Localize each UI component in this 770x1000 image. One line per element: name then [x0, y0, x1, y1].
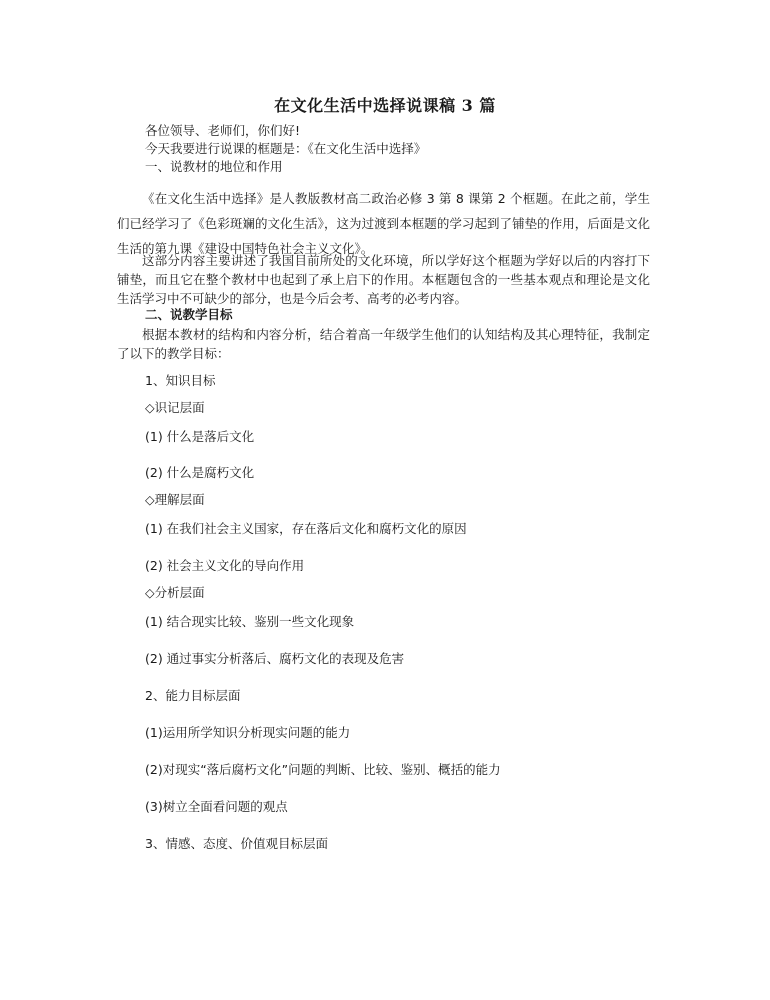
- paragraph-3: 根据本教材的结构和内容分析，结合着高一年级学生他们的认知结构及其心理特征，我制定了以下的教学目标：: [117, 327, 650, 361]
- analyze-item-1: (1) 结合现实比较、鉴别一些文化现象: [145, 614, 355, 629]
- recall-item-1: (1) 什么是落后文化: [145, 429, 255, 444]
- ability-item-2: (2)对现实“落后腐朽文化”问题的判断、比较、鉴别、概括的能力: [145, 762, 501, 777]
- paragraph-2: 这部分内容主要讲述了我国目前所处的文化环境，所以学好这个框题为学好以后的内容打下铺垫，而且它在整个教材中也起到了承上启下的作用。本框题包含的一些基本观点和理论是文化生活学习中不可缺少的部分，也是今后会考、高考的必考内容。: [117, 253, 650, 306]
- goal-knowledge: 1、知识目标: [145, 373, 216, 388]
- greeting-line: 各位领导、老师们，你们好!: [145, 123, 301, 138]
- recall-item-2: (2) 什么是腐朽文化: [145, 465, 255, 480]
- understand-item-2: (2) 社会主义文化的导向作用: [145, 558, 305, 573]
- goal-ability: 2、能力目标层面: [145, 688, 241, 703]
- document-title: 在文化生活中选择说课稿 3 篇: [274, 96, 496, 115]
- ability-item-1: (1)运用所学知识分析现实问题的能力: [145, 725, 351, 740]
- ability-item-3: (3)树立全面看问题的观点: [145, 799, 288, 814]
- understand-item-1: (1) 在我们社会主义国家，存在落后文化和腐朽文化的原因: [145, 521, 467, 536]
- goal-emotion: 3、情感、态度、价值观目标层面: [145, 836, 328, 851]
- section1-heading: 一、说教材的地位和作用: [145, 159, 283, 174]
- level-analyze: ◇分析层面: [145, 585, 205, 600]
- analyze-item-2: (2) 通过事实分析落后、腐朽文化的表现及危害: [145, 651, 405, 666]
- level-understand: ◇理解层面: [145, 492, 205, 507]
- section2-heading: 二、说教学目标: [145, 307, 233, 322]
- level-recall: ◇识记层面: [145, 400, 205, 415]
- intro-line: 今天我要进行说课的框题是：《在文化生活中选择》: [145, 141, 427, 156]
- paragraph-1: 《在文化生活中选择》是人教版教材高二政治必修 3 第 8 课第 2 个框题。在此之前，学生们已经学习了《色彩斑斓的文化生活》，这为过渡到本框题的学习起到了铺垫的作用，后面是文化生活的第九课《建设中国特色社会主义文化》。: [117, 191, 650, 256]
